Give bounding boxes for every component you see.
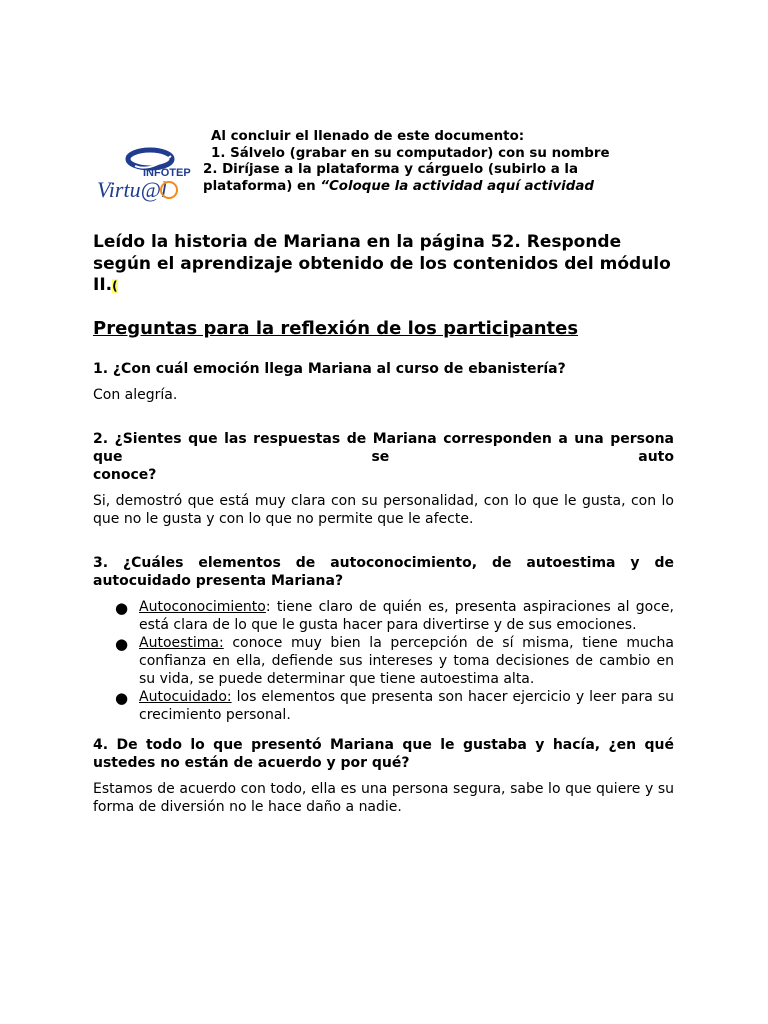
intro-paragraph [93,232,674,298]
answer-1: Con alegría. [93,386,178,403]
instructions-line-4 [200,179,670,196]
instructions-line-4-italic: “Coloque la actividad aquí actividad [320,178,594,194]
intro-highlight: ( [112,279,118,293]
instructions-line-1: Al concluir el llenado de este documento: [211,129,525,144]
bullet-icon: ● [115,598,129,617]
bullet-sep: : [265,598,271,615]
instructions-line-2: 1. Sálvelo (grabar en su computador) con su nombre [211,145,610,161]
bullet-text: los elementos que presenta son hacer ejercicio y leer para su crecimiento personal. [139,688,674,723]
list-item [93,634,674,688]
answer-2: Si, demostró que está muy clara con su personalidad, con lo que le gusta, con lo que no le gusta y con lo que no permite que le afecte. [93,492,674,527]
question-2-line-2: conoce? [93,466,157,483]
list-item [93,688,674,724]
bullet-term: Autoestima: [139,634,224,651]
intro-text: Leído la historia de Mariana en la página 52. Responde según el aprendizaje obtenido de los contenidos del módulo II. [93,232,671,295]
question-2-line-1: 2. ¿Sientes que las respuestas de Mariana corresponden a una persona que se auto [93,430,674,465]
question-1: 1. ¿Con cuál emoción llega Mariana al curso de ebanistería? [93,360,566,377]
question-3: 3. ¿Cuáles elementos de autoconocimiento, de autoestima y de autocuidado presenta Mariana? [93,554,674,589]
list-item [93,598,674,634]
bullet-text: tiene claro de quién es, presenta aspiraciones al goce, está clara de lo que le gusta hacer para divertirse y de sus emociones. [139,598,674,633]
infotep-virtual-logo [95,142,195,202]
logo-brand-text: INFOTEP [143,167,191,179]
bullet-term: Autocuidado: [139,688,232,705]
question-4: 4. De todo lo que presentó Mariana que le gustaba y hacía, ¿en qué ustedes no están de acuerdo y por qué? [93,736,674,771]
bullet-icon: ● [115,688,129,707]
bullet-term: Autoconocimiento [139,598,266,615]
answer-4: Estamos de acuerdo con todo, ella es una persona segura, sabe lo que quiere y su forma de diversión no le hace daño a nadie. [93,780,674,815]
instructions-line-4-prefix: plataforma) en [203,178,321,194]
bullet-icon: ● [115,634,129,653]
section-title: Preguntas para la reflexión de los participantes [93,317,579,339]
logo-script-text: Virtu@l [97,177,167,202]
bullet-text: conoce muy bien la percepción de sí misma, tiene mucha confianza en ella, defiende sus intereses y toma decisiones de cambio en su vida, se puede determinar que tiene autoestima alta. [139,634,674,687]
instructions-line-3: 2. Diríjase a la plataforma y cárguelo (subirlo a la [203,162,579,177]
document-content [93,232,674,842]
instructions-block [200,129,670,195]
answer-3-list [93,598,674,724]
